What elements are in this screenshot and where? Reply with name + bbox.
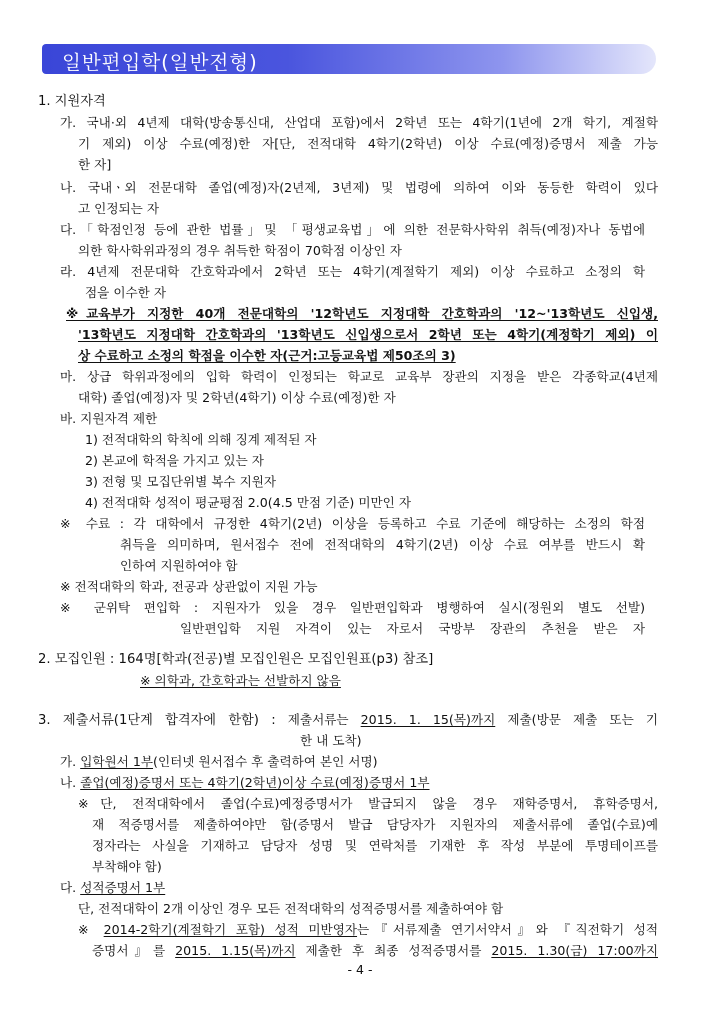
- s1-ga-line1: 가. 국내·외 4년제 대학(방송통신대, 산업대 포함)에서 2학년 또는 4학기(1년에 2개 학기, 계절학: [60, 115, 658, 130]
- s1-note-line3: 상 수료하고 소정의 학점을 이수한 자(근거:고등교육법 제50조의 3): [78, 348, 456, 363]
- s3-last-date1: 2015. 1.15(목)까지: [175, 943, 296, 958]
- s3-da: [60, 880, 165, 896]
- s1-ba: 바. 지원자격 제한: [60, 411, 158, 426]
- s1-da-line2: 의한 학사학위과정의 경우 취득한 학점이 70학점 이상인 자: [78, 243, 402, 258]
- section-3-heading-line1: [38, 712, 658, 729]
- s3-na-label: 나.: [60, 775, 77, 790]
- page-number: - 4 -: [347, 962, 373, 977]
- s1-sury-line3: 인하여 지원하여야 함: [120, 558, 238, 573]
- s3-last-text-d: 제출한 후 최종 성적증명서를: [305, 943, 482, 958]
- s3-last-date2: 2015. 1.30(금) 17:00까지: [491, 943, 658, 958]
- s1-ga-line2: 기 제외) 이상 수료(예정)한 자[단, 전적대학 4학기(2학년) 이상 수료(예정)증명서 제출 가능: [78, 136, 658, 151]
- s1-note-line1: ※교육부가 지정한 40개 전문대학의 '12학년도 지정대학 간호학과의 '12~'13학년도 신입생,: [66, 306, 658, 321]
- s1-ba-item-2: 2) 본교에 학적을 가지고 있는 자: [85, 453, 264, 468]
- title-bar: [42, 44, 656, 74]
- section-3-heading: 3. 제출서류(1단계 합격자에 한함) :: [38, 713, 276, 728]
- page-title: 일반편입학(일반전형): [62, 51, 258, 74]
- s1-any-major: ※ 전적대학의 학과, 전공과 상관없이 지원 가능: [60, 579, 318, 594]
- s3-na: [60, 775, 430, 791]
- s1-ma-line1: 마. 상급 학위과정에의 입학 학력이 인정되는 학교로 교육부 장관의 지정을 받은 각종학교(4년제: [60, 369, 658, 384]
- s3-ga-item: 입학원서 1부: [80, 754, 154, 769]
- s3-na-note-line3: 정자라는 사실을 기재하고 담당자 성명 및 연락처를 기재한 후 작성 부분에 투명테이프를: [92, 838, 658, 853]
- s1-note-line2: '13학년도 지정대학 간호학과의 '13학년도 신입생으로서 2학년 또는 4학기(계정학기 제외) 이: [78, 327, 658, 342]
- s3-na-note-line4: 부착해야 함): [92, 859, 162, 874]
- section-1-heading: 1. 지원자격: [38, 94, 106, 109]
- s1-ra-line2: 점을 이수한 자: [85, 285, 166, 300]
- s1-na-line2: 고 인정되는 자: [78, 201, 159, 216]
- s3-deadline: 2015. 1. 15(목)까지: [360, 712, 496, 727]
- s1-sury-line1: ※ 수료 : 각 대학에서 규정한 4학기(2년) 이상을 등록하고 수료 기준에 해당하는 소정의 학점: [60, 516, 645, 531]
- s3-last-text-b: 는『서류제출 연기서약서』와 『직전학기 성적: [357, 922, 658, 937]
- s3-na-item: 졸업(예정)증명서 또는 4학기(2학년)이상 수료(예정)증명서 1부: [80, 775, 430, 790]
- s1-sury-line2: 취득을 의미하며, 원서접수 전에 전적대학의 4학기(2년) 이상 수료 여부를 반드시 확: [120, 537, 645, 552]
- s1-ra-line1: 라. 4년제 전문대학 간호학과에서 2학년 또는 4학기(계절학기 제외) 이상 수료하고 소정의 학: [60, 264, 645, 279]
- s1-ba-item-4: 4) 전적대학 성적이 평균평점 2.0(4.5 만점 기준) 미만인 자: [85, 495, 411, 510]
- s1-ba-item-1: 1) 전적대학의 학칙에 의해 징계 제적된 자: [85, 432, 317, 447]
- s3-last-line2: [92, 943, 658, 959]
- s3-da-item: 성적증명서 1부: [80, 880, 166, 895]
- s3-ga-desc: (인터넷 원서접수 후 출력하여 본인 서명): [153, 754, 378, 769]
- s1-da-line1: 다.「학점인정 등에 관한 법률」및 「평생교육법」에 의한 전문학사학위 취득(예정)자나 동법에: [60, 222, 645, 237]
- section-3-heading-line2: 한 내 도착): [300, 733, 362, 748]
- s1-ba-item-3: 3) 전형 및 모집단위별 복수 지원자: [85, 474, 277, 489]
- s3-last-target: 2014-2학기(계절학기 포함) 성적 미반영자: [103, 922, 358, 937]
- s3-heading-text-a: 제출서류는: [287, 712, 349, 727]
- s1-military-line1: ※ 군위탁 편입학 : 지원자가 있을 경우 일반편입학과 병행하여 실시(정원외 별도 선발): [60, 600, 645, 615]
- s3-na-note-line2: 재 적증명서를 제출하여야만 함(증명서 발급 담당자가 지원자의 제출서류에 졸업(수료)예: [92, 817, 658, 832]
- s3-heading-text-b: 제출(방문 제출 또는 기: [507, 712, 658, 727]
- s3-ga-label: 가.: [60, 754, 77, 769]
- s3-ga: [60, 754, 378, 770]
- s3-na-note-line1: ※단, 전적대학에서 졸업(수료)예정증명서가 발급되지 않을 경우 재학증명서, 휴학증명서,: [78, 796, 658, 811]
- s3-last-mark: ※: [78, 922, 95, 937]
- s1-military-line2: 일반편입학 지원 자격이 있는 자로서 국방부 장관의 추천을 받은 자: [180, 621, 645, 636]
- s2-note: ※ 의학과, 간호학과는 선발하지 않음: [140, 673, 341, 688]
- s3-last-text-c: 증명서』를: [92, 943, 166, 958]
- s3-last-line1: [78, 922, 658, 938]
- s1-na-line1: 나. 국내ㆍ외 전문대학 졸업(예정)자(2년제, 3년제) 및 법령에 의하여 이와 동등한 학력이 있다: [60, 180, 658, 195]
- s3-da-line: 단, 전적대학이 2개 이상인 경우 모든 전적대학의 성적증명서를 제출하여야 함: [78, 901, 504, 916]
- section-2-heading: 2. 모집인원 : 164명[학과(전공)별 모집인원은 모집인원표(p3) 참조]: [38, 652, 434, 667]
- s3-da-label: 다.: [60, 880, 77, 895]
- s1-ga-line3: 한 자]: [78, 157, 112, 172]
- s1-ma-line2: 대학) 졸업(예정)자 및 2학년(4학기) 이상 수료(예정)한 자: [78, 390, 396, 405]
